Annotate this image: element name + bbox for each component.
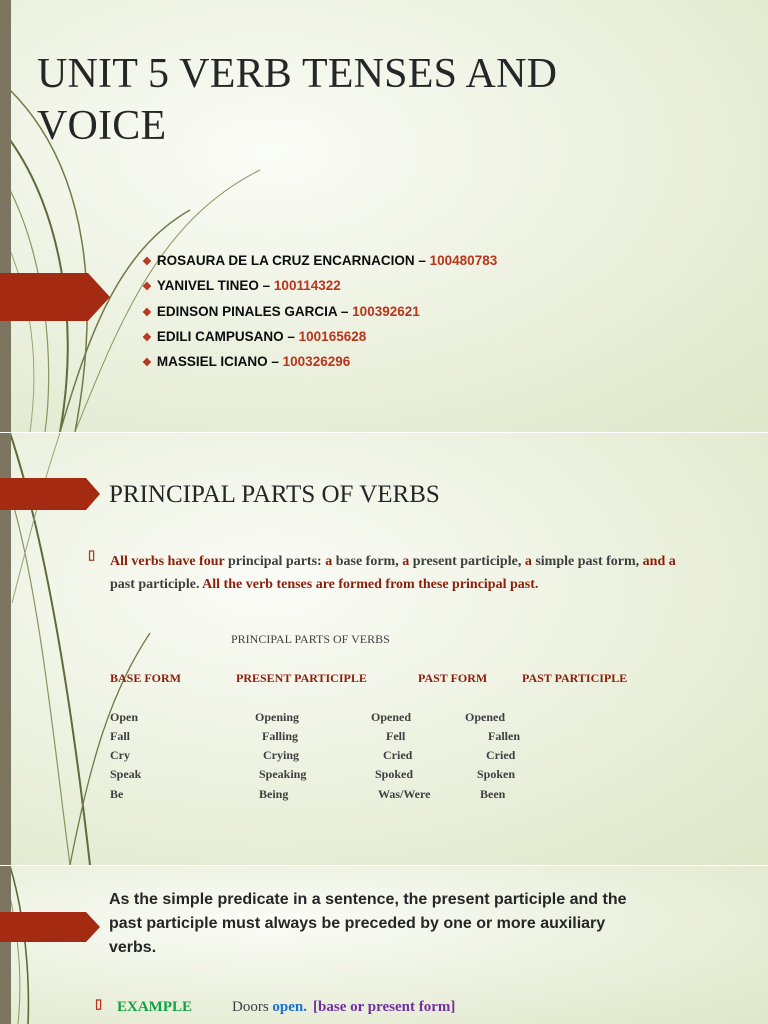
member-name: EDINSON PINALES GARCIA [156,303,338,319]
table-cell: Cried [486,748,516,762]
example-note: [base or present form] [313,999,456,1015]
para-part: All the verb tenses are formed from these principal past. [202,577,539,592]
table-cell: Spoked [375,767,414,781]
member-name: MASSIEL ICIANO [156,354,268,370]
slide-title [0,0,768,432]
table-header-past-participle: PAST PARTICIPLE [522,671,628,685]
table-cell: Speak [110,767,142,781]
example-subject: Doors [232,999,273,1015]
member-list [142,252,497,378]
para-part: a [524,554,532,569]
table-cell: Been [480,787,506,801]
member-separator: – [283,328,299,344]
member-id: 100165628 [298,328,367,344]
table-cell: Being [259,787,289,801]
table-header-base: BASE FORM [110,671,182,685]
title-line-2: VOICE [37,103,167,149]
para-part: present participle, [409,554,525,569]
table-cell: Opened [465,710,506,724]
diamond-bullet-icon: ❖ [142,281,152,294]
table-cell: Fallen [488,729,520,743]
list-item [142,303,497,328]
member-id: 100392621 [352,303,420,319]
member-separator: – [258,278,274,294]
bullet-icon: ▯ [95,996,103,1011]
left-accent-bar [0,0,11,432]
member-name: EDILI CAMPUSANO [156,328,284,344]
diamond-bullet-icon: ❖ [142,357,152,370]
table-cell: Cried [383,748,413,762]
list-item [142,277,497,302]
member-separator: – [414,253,430,268]
table-cell: Crying [263,748,299,762]
table-cell: Cry [110,748,130,762]
member-separator: – [337,303,353,319]
table-cell: Speaking [259,767,307,781]
member-name: ROSAURA DE LA CRUZ ENCARNACION [156,253,415,268]
para-part: principal parts: [224,554,326,569]
participle-rule-text: As the simple predicate in a sentence, the present participle and the past participle must always be preceded by one or more auxiliary verbs. [109,891,627,956]
diamond-bullet-icon: ❖ [142,256,152,268]
title-line-1: UNIT 5 VERB TENSES AND [37,51,558,97]
red-arrow-banner [0,273,110,321]
table-cell: Falling [262,729,299,743]
list-item [142,353,497,378]
left-accent-bar [0,866,11,1024]
table-cell: Opened [371,710,412,724]
para-part: simple past form, [531,554,643,569]
intro-paragraph [110,550,690,596]
table-cell: Fall [110,729,130,743]
table-header-past-form: PAST FORM [418,671,488,685]
table-cell: Was/Were [378,787,431,801]
example-label: EXAMPLE [117,999,192,1015]
red-arrow-banner [0,478,100,510]
para-part: and a [642,554,676,569]
slide-principal-parts [0,433,768,865]
member-id: 100326296 [282,354,351,370]
bullet-icon: ▯ [88,547,96,562]
member-separator: – [267,354,283,370]
table-caption: PRINCIPAL PARTS OF VERBS [231,632,390,646]
table-cell: Open [110,710,139,724]
table-cell: Opening [255,710,300,724]
para-part: base form, [332,554,403,569]
slide-heading: PRINCIPAL PARTS OF VERBS [109,481,440,508]
example-verb: open. [272,999,308,1015]
table-cell: Be [110,787,124,801]
para-part: a [325,554,333,569]
example-line [117,999,455,1016]
para-part: a [402,554,410,569]
para-part: past participle. [110,577,203,592]
red-arrow-banner [0,912,100,942]
table-header-present-participle: PRESENT PARTICIPLE [236,671,367,685]
slide-title-heading [37,48,557,152]
diamond-bullet-icon: ❖ [142,306,152,319]
table-cell: Fell [386,729,406,743]
member-id: 100480783 [429,253,498,268]
table-cell: Spoken [477,767,516,781]
list-item [142,252,497,277]
para-part: All verbs have four [110,554,225,569]
list-item [142,328,497,353]
member-id: 100114322 [273,278,341,294]
diamond-bullet-icon: ❖ [142,331,152,344]
member-name: YANIVEL TINEO [156,278,259,294]
slide-participles [0,866,768,1024]
